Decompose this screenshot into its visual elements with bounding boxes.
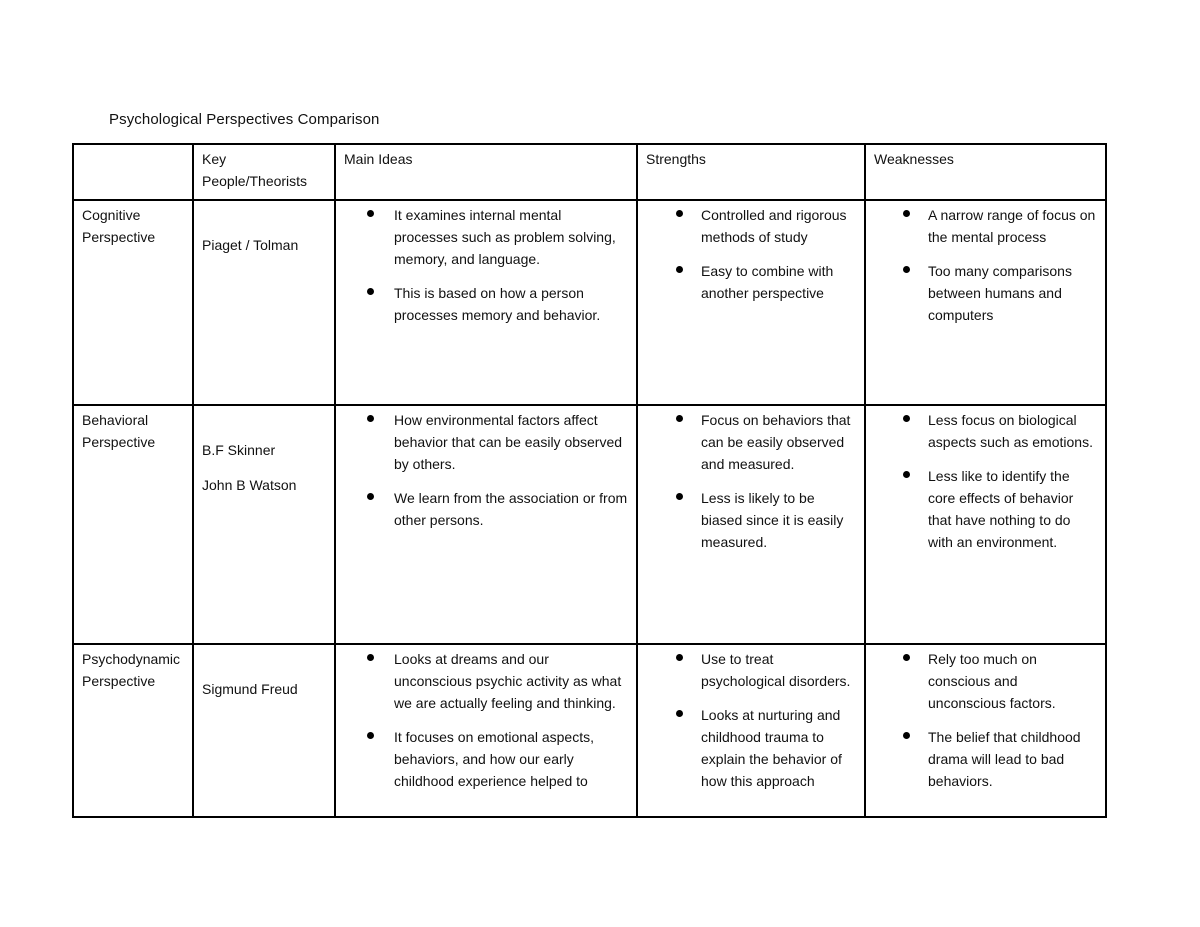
people-cell xyxy=(193,200,335,405)
list-item: Focus on behaviors that can be easily observed and measured. xyxy=(676,409,856,475)
theorist: B.F Skinner xyxy=(202,442,276,458)
comparison-table xyxy=(72,143,1107,818)
list-item: It examines internal mental processes such as problem solving, memory, and language. xyxy=(367,204,628,270)
weaknesses-cell xyxy=(865,405,1106,644)
people-cell xyxy=(193,644,335,817)
table-header-row xyxy=(73,144,1106,200)
perspective-name: Psychodynamic Perspective xyxy=(73,644,193,817)
theorist: Sigmund Freud xyxy=(202,681,298,697)
table-row xyxy=(73,405,1106,644)
list-item: Use to treat psychological disorders. xyxy=(676,648,856,692)
header-blank xyxy=(73,144,193,200)
header-main-ideas: Main Ideas xyxy=(335,144,637,200)
theorist: Piaget / Tolman xyxy=(202,237,299,253)
list-item: We learn from the association or from other persons. xyxy=(367,487,628,531)
list-item: Less is likely to be biased since it is easily measured. xyxy=(676,487,856,553)
list-item: How environmental factors affect behavior that can be easily observed by others. xyxy=(367,409,628,475)
document-title: Psychological Perspectives Comparison xyxy=(109,111,380,128)
main-ideas-cell xyxy=(335,644,637,817)
weaknesses-cell xyxy=(865,644,1106,817)
strengths-cell xyxy=(637,644,865,817)
header-weaknesses: Weaknesses xyxy=(865,144,1106,200)
weaknesses-cell xyxy=(865,200,1106,405)
list-item: Looks at nurturing and childhood trauma to explain the behavior of how this approach xyxy=(676,704,856,792)
list-item: Easy to combine with another perspective xyxy=(676,260,856,304)
table-row xyxy=(73,644,1106,817)
header-strengths: Strengths xyxy=(637,144,865,200)
header-key-people: Key People/Theorists xyxy=(193,144,335,200)
table-row xyxy=(73,200,1106,405)
strengths-cell xyxy=(637,405,865,644)
list-item: Less focus on biological aspects such as emotions. xyxy=(903,409,1097,453)
perspective-name: Cognitive Perspective xyxy=(73,200,193,405)
list-item: Looks at dreams and our unconscious psychic activity as what we are actually feeling and thinking. xyxy=(367,648,628,714)
list-item: Less like to identify the core effects of behavior that have nothing to do with an environment. xyxy=(903,465,1097,553)
people-cell xyxy=(193,405,335,644)
list-item: Too many comparisons between humans and computers xyxy=(903,260,1097,326)
main-ideas-cell xyxy=(335,405,637,644)
main-ideas-cell xyxy=(335,200,637,405)
list-item: It focuses on emotional aspects, behaviors, and how our early childhood experience helped to xyxy=(367,726,628,792)
list-item: This is based on how a person processes memory and behavior. xyxy=(367,282,628,326)
perspective-name: Behavioral Perspective xyxy=(73,405,193,644)
list-item: Rely too much on conscious and unconscious factors. xyxy=(903,648,1097,714)
list-item: A narrow range of focus on the mental process xyxy=(903,204,1097,248)
strengths-cell xyxy=(637,200,865,405)
list-item: The belief that childhood drama will lead to bad behaviors. xyxy=(903,726,1097,792)
theorist: John B Watson xyxy=(202,477,297,493)
list-item: Controlled and rigorous methods of study xyxy=(676,204,856,248)
